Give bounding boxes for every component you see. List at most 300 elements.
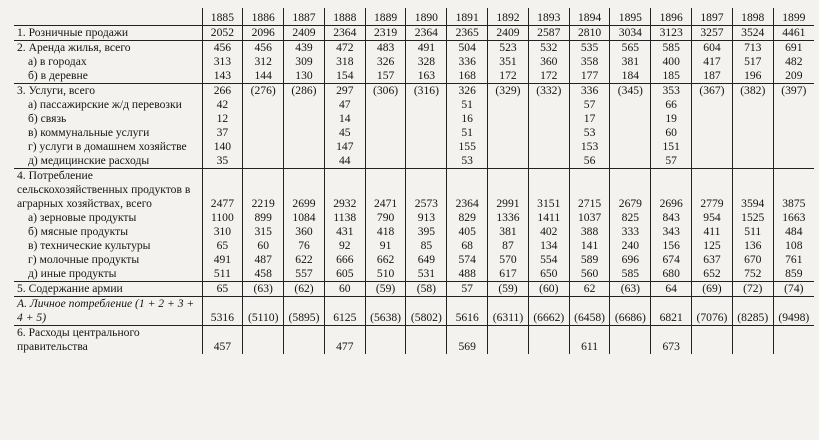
value-cell: 3257 <box>692 26 733 41</box>
year-header: 1889 <box>365 8 406 26</box>
value-cell: 2477 <box>202 169 243 212</box>
row-label: в) технические культуры <box>28 239 151 252</box>
value-cell: 19 <box>651 112 692 126</box>
value-cell <box>528 154 569 169</box>
row-label: 2. Аренда жилья, всего <box>17 41 131 54</box>
value-cell <box>773 98 814 112</box>
value-cell: 439 <box>284 41 325 56</box>
value-cell: 125 <box>692 239 733 253</box>
year-header: 1885 <box>202 8 243 26</box>
value-cell: 405 <box>447 225 488 239</box>
value-cell: 17 <box>569 112 610 126</box>
value-cell: 151 <box>651 140 692 154</box>
value-cell <box>284 112 325 126</box>
value-cell: 913 <box>406 211 447 225</box>
value-cell: 585 <box>651 41 692 56</box>
value-cell: 570 <box>488 253 529 267</box>
value-cell: 42 <box>202 98 243 112</box>
value-cell: 343 <box>651 225 692 239</box>
value-cell: (72) <box>732 282 773 297</box>
value-cell: 91 <box>365 239 406 253</box>
year-header: 1894 <box>569 8 610 26</box>
value-cell: 1084 <box>284 211 325 225</box>
value-cell: (59) <box>488 282 529 297</box>
value-cell: 696 <box>610 253 651 267</box>
year-header: 1897 <box>692 8 733 26</box>
value-cell: 2364 <box>324 26 365 41</box>
table-row <box>14 112 814 126</box>
value-cell <box>406 112 447 126</box>
value-cell: 2715 <box>569 169 610 212</box>
value-cell <box>243 154 284 169</box>
value-cell: 147 <box>324 140 365 154</box>
value-cell: 395 <box>406 225 447 239</box>
value-cell <box>243 112 284 126</box>
value-cell: 1525 <box>732 211 773 225</box>
value-cell: 418 <box>365 225 406 239</box>
table-row <box>14 154 814 169</box>
value-cell: 532 <box>528 41 569 56</box>
value-cell: 6821 <box>651 297 692 326</box>
value-cell: 611 <box>569 326 610 355</box>
value-cell: (5802) <box>406 297 447 326</box>
value-cell: 1100 <box>202 211 243 225</box>
value-cell <box>732 154 773 169</box>
value-cell: 4461 <box>773 26 814 41</box>
value-cell: 557 <box>284 267 325 282</box>
value-cell: (8285) <box>732 297 773 326</box>
value-cell <box>773 112 814 126</box>
value-cell: (306) <box>365 84 406 99</box>
value-cell: 3875 <box>773 169 814 212</box>
value-cell: 487 <box>243 253 284 267</box>
table-row <box>14 126 814 140</box>
value-cell <box>692 140 733 154</box>
value-cell <box>692 154 733 169</box>
value-cell: (332) <box>528 84 569 99</box>
value-cell: 134 <box>528 239 569 253</box>
table-row <box>14 282 814 297</box>
value-cell <box>365 126 406 140</box>
row-label: д) иные продукты <box>14 267 202 282</box>
value-cell: 37 <box>202 126 243 140</box>
value-cell <box>243 140 284 154</box>
value-cell <box>284 154 325 169</box>
value-cell <box>610 326 651 355</box>
year-header: 1899 <box>773 8 814 26</box>
row-label: а) пассажирские ж/д перевозки <box>28 98 182 111</box>
value-cell <box>365 112 406 126</box>
value-cell: 482 <box>773 55 814 69</box>
value-cell: 312 <box>243 55 284 69</box>
table-body <box>14 26 814 355</box>
value-cell <box>488 326 529 355</box>
value-cell: 2991 <box>488 169 529 212</box>
value-cell: 185 <box>651 69 692 84</box>
value-cell: 65 <box>202 282 243 297</box>
value-cell: 53 <box>569 126 610 140</box>
value-cell: 60 <box>243 239 284 253</box>
value-cell: 3524 <box>732 26 773 41</box>
value-cell: 358 <box>569 55 610 69</box>
value-cell: 60 <box>324 282 365 297</box>
value-cell: 172 <box>488 69 529 84</box>
value-cell <box>732 98 773 112</box>
value-cell: 92 <box>324 239 365 253</box>
value-cell: 130 <box>284 69 325 84</box>
value-cell: 196 <box>732 69 773 84</box>
value-cell <box>692 112 733 126</box>
value-cell <box>528 326 569 355</box>
value-cell: 535 <box>569 41 610 56</box>
value-cell <box>243 126 284 140</box>
value-cell: 585 <box>610 267 651 282</box>
year-header: 1888 <box>324 8 365 26</box>
value-cell: 2219 <box>243 169 284 212</box>
row-label: 6. Расходы центрального правительства <box>17 326 140 353</box>
row-label: 3. Услуги, всего <box>17 84 95 97</box>
value-cell: 605 <box>324 267 365 282</box>
table-row <box>14 98 814 112</box>
value-cell: 157 <box>365 69 406 84</box>
value-cell: 554 <box>528 253 569 267</box>
value-cell: 6125 <box>324 297 365 326</box>
value-cell <box>488 126 529 140</box>
value-cell: 184 <box>610 69 651 84</box>
value-cell: 16 <box>447 112 488 126</box>
value-cell: 45 <box>324 126 365 140</box>
row-label: г) молочные продукты <box>28 253 140 266</box>
row-label: 4. Потребление сельскохозяйственных продуктов в аграрных хозяйствах, всего <box>17 169 191 210</box>
value-cell: 2679 <box>610 169 651 212</box>
year-header: 1892 <box>488 8 529 26</box>
value-cell <box>692 98 733 112</box>
value-cell: 825 <box>610 211 651 225</box>
value-cell: 47 <box>324 98 365 112</box>
table-row <box>14 69 814 84</box>
value-cell: (382) <box>732 84 773 99</box>
value-cell: 790 <box>365 211 406 225</box>
value-cell: (69) <box>692 282 733 297</box>
row-label: б) мясные продукты <box>28 225 129 238</box>
value-cell <box>610 98 651 112</box>
value-cell: 336 <box>569 84 610 99</box>
value-cell: 2096 <box>243 26 284 41</box>
value-cell: (6311) <box>488 297 529 326</box>
value-cell: 2364 <box>406 26 447 41</box>
value-cell: 2365 <box>447 26 488 41</box>
value-cell <box>406 326 447 355</box>
value-cell: 62 <box>569 282 610 297</box>
value-cell: 172 <box>528 69 569 84</box>
value-cell: 1138 <box>324 211 365 225</box>
value-cell: 313 <box>202 55 243 69</box>
value-cell <box>773 126 814 140</box>
value-cell: 517 <box>732 55 773 69</box>
header-label-cell <box>14 8 202 26</box>
value-cell: (329) <box>488 84 529 99</box>
value-cell: (5110) <box>243 297 284 326</box>
value-cell: 3151 <box>528 169 569 212</box>
table-row <box>14 253 814 267</box>
value-cell: 1663 <box>773 211 814 225</box>
table-row <box>14 239 814 253</box>
year-header: 1896 <box>651 8 692 26</box>
value-cell: 458 <box>243 267 284 282</box>
value-cell: 336 <box>447 55 488 69</box>
value-cell: (5638) <box>365 297 406 326</box>
year-header: 1886 <box>243 8 284 26</box>
value-cell: 666 <box>324 253 365 267</box>
value-cell: 2573 <box>406 169 447 212</box>
value-cell: 144 <box>243 69 284 84</box>
value-cell: (7076) <box>692 297 733 326</box>
value-cell: 484 <box>773 225 814 239</box>
value-cell: 51 <box>447 126 488 140</box>
value-cell: 85 <box>406 239 447 253</box>
value-cell: 156 <box>651 239 692 253</box>
value-cell: 752 <box>732 267 773 282</box>
value-cell: 1411 <box>528 211 569 225</box>
value-cell: 177 <box>569 69 610 84</box>
value-cell: 108 <box>773 239 814 253</box>
value-cell: 680 <box>651 267 692 282</box>
value-cell: (63) <box>243 282 284 297</box>
value-cell: 68 <box>447 239 488 253</box>
value-cell <box>488 98 529 112</box>
table-row <box>14 41 814 56</box>
value-cell: 560 <box>569 267 610 282</box>
value-cell: 589 <box>569 253 610 267</box>
value-cell <box>243 98 284 112</box>
value-cell: 491 <box>406 41 447 56</box>
table-row <box>14 169 814 212</box>
value-cell: 622 <box>284 253 325 267</box>
value-cell <box>610 154 651 169</box>
value-cell <box>284 98 325 112</box>
value-cell <box>365 154 406 169</box>
value-cell: 381 <box>488 225 529 239</box>
value-cell: 65 <box>202 239 243 253</box>
value-cell: 2587 <box>528 26 569 41</box>
row-label: в) коммунальные услуги <box>28 126 150 139</box>
value-cell <box>284 140 325 154</box>
value-cell: 899 <box>243 211 284 225</box>
value-cell <box>773 154 814 169</box>
value-cell <box>284 126 325 140</box>
value-cell: (276) <box>243 84 284 99</box>
value-cell <box>243 326 284 355</box>
value-cell: 2699 <box>284 169 325 212</box>
table-row <box>14 225 814 239</box>
value-cell: 44 <box>324 154 365 169</box>
value-cell: 604 <box>692 41 733 56</box>
table-row <box>14 211 814 225</box>
table-row <box>14 55 814 69</box>
value-cell: 456 <box>243 41 284 56</box>
value-cell <box>528 112 569 126</box>
value-cell: 57 <box>447 282 488 297</box>
header-row <box>14 8 814 26</box>
value-cell <box>610 112 651 126</box>
value-cell <box>528 126 569 140</box>
value-cell: 691 <box>773 41 814 56</box>
row-label: А. Личное потребление (1 + 2 + 3 + 4 + 5) <box>14 297 202 326</box>
value-cell: 637 <box>692 253 733 267</box>
value-cell: 531 <box>406 267 447 282</box>
value-cell: 2364 <box>447 169 488 212</box>
value-cell: 713 <box>732 41 773 56</box>
value-cell: 2696 <box>651 169 692 212</box>
value-cell: 457 <box>202 326 243 355</box>
value-cell: 488 <box>447 267 488 282</box>
value-cell <box>528 98 569 112</box>
value-cell <box>365 326 406 355</box>
value-cell <box>488 154 529 169</box>
year-header: 1891 <box>447 8 488 26</box>
value-cell: 155 <box>447 140 488 154</box>
value-cell: 53 <box>447 154 488 169</box>
value-cell: 318 <box>324 55 365 69</box>
value-cell: 652 <box>692 267 733 282</box>
value-cell <box>773 326 814 355</box>
value-cell: 2779 <box>692 169 733 212</box>
value-cell <box>406 98 447 112</box>
value-cell: 400 <box>651 55 692 69</box>
value-cell: 187 <box>692 69 733 84</box>
value-cell: 456 <box>202 41 243 56</box>
value-cell: 12 <box>202 112 243 126</box>
value-cell: 843 <box>651 211 692 225</box>
value-cell: 954 <box>692 211 733 225</box>
value-cell: 360 <box>284 225 325 239</box>
value-cell <box>284 326 325 355</box>
value-cell: 5616 <box>447 297 488 326</box>
value-cell: (60) <box>528 282 569 297</box>
value-cell: 14 <box>324 112 365 126</box>
value-cell <box>365 140 406 154</box>
table-row <box>14 267 814 282</box>
value-cell <box>692 326 733 355</box>
value-cell: 650 <box>528 267 569 282</box>
value-cell: 56 <box>569 154 610 169</box>
value-cell: (286) <box>284 84 325 99</box>
year-header: 1898 <box>732 8 773 26</box>
value-cell: 154 <box>324 69 365 84</box>
value-cell <box>406 154 447 169</box>
value-cell: 431 <box>324 225 365 239</box>
value-cell: 143 <box>202 69 243 84</box>
value-cell: 209 <box>773 69 814 84</box>
value-cell: 472 <box>324 41 365 56</box>
value-cell: 5316 <box>202 297 243 326</box>
value-cell: 60 <box>651 126 692 140</box>
value-cell: 309 <box>284 55 325 69</box>
value-cell: 353 <box>651 84 692 99</box>
value-cell: 360 <box>528 55 569 69</box>
value-cell: 565 <box>610 41 651 56</box>
value-cell <box>692 126 733 140</box>
value-cell: 328 <box>406 55 447 69</box>
value-cell: 310 <box>202 225 243 239</box>
value-cell: (6686) <box>610 297 651 326</box>
value-cell: 141 <box>569 239 610 253</box>
value-cell: 76 <box>284 239 325 253</box>
row-label: 5. Содержание армии <box>14 282 202 297</box>
row-label: а) в городах <box>28 55 87 68</box>
value-cell: 51 <box>447 98 488 112</box>
row-label: б) связь <box>28 112 67 125</box>
value-cell: (316) <box>406 84 447 99</box>
value-cell: (6458) <box>569 297 610 326</box>
value-cell: 326 <box>447 84 488 99</box>
table-row <box>14 297 814 326</box>
value-cell: 3123 <box>651 26 692 41</box>
table-row <box>14 326 814 355</box>
row-label: 1. Розничные продажи <box>14 26 202 41</box>
value-cell: 240 <box>610 239 651 253</box>
value-cell: 57 <box>651 154 692 169</box>
value-cell: 2319 <box>365 26 406 41</box>
year-header: 1890 <box>406 8 447 26</box>
table-row <box>14 26 814 41</box>
data-table <box>14 8 814 354</box>
value-cell: (59) <box>365 282 406 297</box>
value-cell: 1037 <box>569 211 610 225</box>
value-cell: 66 <box>651 98 692 112</box>
value-cell: 491 <box>202 253 243 267</box>
value-cell: 2409 <box>488 26 529 41</box>
value-cell: 662 <box>365 253 406 267</box>
value-cell <box>365 98 406 112</box>
value-cell: 569 <box>447 326 488 355</box>
value-cell: 266 <box>202 84 243 99</box>
value-cell: 140 <box>202 140 243 154</box>
value-cell: 511 <box>202 267 243 282</box>
value-cell: 35 <box>202 154 243 169</box>
value-cell: (74) <box>773 282 814 297</box>
value-cell: 483 <box>365 41 406 56</box>
value-cell <box>488 112 529 126</box>
value-cell: 2932 <box>324 169 365 212</box>
value-cell: 523 <box>488 41 529 56</box>
value-cell: (345) <box>610 84 651 99</box>
value-cell: (367) <box>692 84 733 99</box>
value-cell <box>406 126 447 140</box>
value-cell <box>732 112 773 126</box>
value-cell: 168 <box>447 69 488 84</box>
value-cell: 670 <box>732 253 773 267</box>
row-label: д) медицинские расходы <box>14 154 202 169</box>
value-cell: 649 <box>406 253 447 267</box>
value-cell: 674 <box>651 253 692 267</box>
value-cell <box>488 140 529 154</box>
value-cell: 504 <box>447 41 488 56</box>
value-cell: 136 <box>732 239 773 253</box>
table-row <box>14 84 814 99</box>
value-cell: 859 <box>773 267 814 282</box>
value-cell: (397) <box>773 84 814 99</box>
value-cell: (9498) <box>773 297 814 326</box>
value-cell: 1336 <box>488 211 529 225</box>
row-label: г) услуги в домашнем хозяйстве <box>28 140 187 153</box>
row-label: а) зерновые продукты <box>28 211 137 224</box>
value-cell: 511 <box>732 225 773 239</box>
value-cell <box>406 140 447 154</box>
value-cell: 57 <box>569 98 610 112</box>
value-cell: 2409 <box>284 26 325 41</box>
value-cell <box>732 126 773 140</box>
